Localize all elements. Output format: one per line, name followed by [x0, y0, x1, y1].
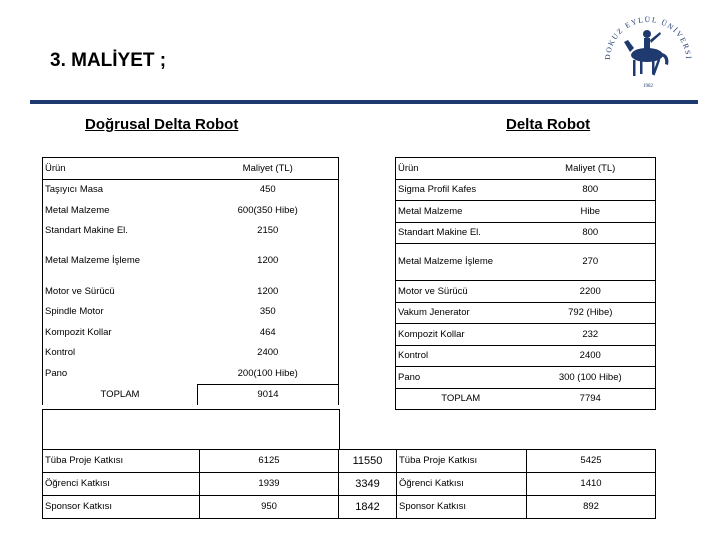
product-cell: Standart Makine El.: [396, 222, 526, 244]
linear-delta-cost-table: [42, 157, 339, 405]
header-cell-cost: Maliyet (TL): [198, 158, 339, 180]
table-row: [43, 241, 339, 281]
cost-cell: 2200: [526, 281, 656, 303]
logo-arc-text: DOKUZ EYLÜL ÜNİVERSİ: [602, 14, 694, 61]
table-row: [43, 179, 339, 200]
funding-total: 1842: [339, 496, 397, 519]
funding-value-right: 892: [527, 496, 656, 519]
total-value: 7794: [526, 388, 656, 410]
table-row: [396, 201, 656, 223]
table-row: [43, 450, 656, 473]
total-label: TOPLAM: [43, 384, 198, 405]
table-row: [43, 363, 339, 384]
table-row: [43, 473, 656, 496]
slide-title: 3. MALİYET ;: [50, 50, 167, 71]
table-row: [43, 322, 339, 343]
cost-cell: 800: [526, 222, 656, 244]
product-cell: Pano: [396, 367, 526, 389]
delta-cost-table: [395, 157, 656, 410]
table-row: [43, 496, 656, 519]
total-row: [396, 388, 656, 410]
table-row: [396, 281, 656, 303]
header-cell-cost: Maliyet (TL): [526, 158, 656, 180]
product-cell: Kompozit Kollar: [43, 322, 198, 343]
product-cell: Taşıyıcı Masa: [43, 179, 198, 200]
right-section-heading: Delta Robot: [506, 116, 591, 133]
cost-cell: 600(350 Hibe): [198, 200, 339, 221]
table-row: [396, 179, 656, 201]
cost-cell: 450: [198, 179, 339, 200]
funding-value-right: 5425: [527, 450, 656, 473]
left-section-heading: Doğrusal Delta Robot: [85, 116, 239, 133]
university-logo: [600, 10, 695, 92]
product-cell: Metal Malzeme İşleme: [43, 241, 198, 281]
funding-value-left: 1939: [200, 473, 339, 496]
cost-cell: 792 (Hibe): [526, 302, 656, 324]
cost-cell: 800: [526, 179, 656, 201]
product-cell: Kontrol: [43, 343, 198, 364]
funding-label-right: Sponsor Katkısı: [397, 496, 527, 519]
horse-rider-icon: [624, 30, 668, 76]
total-value: 9014: [198, 384, 339, 405]
product-cell: Pano: [43, 363, 198, 384]
title-divider: [30, 100, 698, 104]
funding-label-left: Sponsor Katkısı: [43, 496, 200, 519]
cost-cell: 350: [198, 302, 339, 323]
table-row: [396, 222, 656, 244]
product-cell: Motor ve Sürücü: [43, 281, 198, 302]
table-row: [43, 221, 339, 242]
cost-cell: 2400: [526, 345, 656, 367]
funding-value-left: 6125: [200, 450, 339, 473]
total-row: [43, 384, 339, 405]
table-header-row: [396, 158, 656, 180]
total-label: TOPLAM: [396, 388, 526, 410]
funding-value-left: 950: [200, 496, 339, 519]
cost-cell: 2400: [198, 343, 339, 364]
table-row: [396, 345, 656, 367]
table-row: [43, 281, 339, 302]
cost-cell: 270: [526, 244, 656, 281]
cost-cell: 464: [198, 322, 339, 343]
funding-label-left: Tüba Proje Katkısı: [43, 450, 200, 473]
funding-label-right: Öğrenci Katkısı: [397, 473, 527, 496]
header-cell-product: Ürün: [43, 158, 198, 180]
table-row: [43, 200, 339, 221]
product-cell: Vakum Jenerator: [396, 302, 526, 324]
product-cell: Metal Malzeme İşleme: [396, 244, 526, 281]
funding-label-left: Öğrenci Katkısı: [43, 473, 200, 496]
cost-cell: 200(100 Hibe): [198, 363, 339, 384]
table-row: [396, 244, 656, 281]
table-header-row: [43, 158, 339, 180]
product-cell: Kontrol: [396, 345, 526, 367]
table-row: [396, 302, 656, 324]
table-row: [43, 302, 339, 323]
product-cell: Sigma Profil Kafes: [396, 179, 526, 201]
funding-value-right: 1410: [527, 473, 656, 496]
funding-label-right: Tüba Proje Katkısı: [397, 450, 527, 473]
table-row: [396, 324, 656, 346]
cost-cell: 232: [526, 324, 656, 346]
product-cell: Metal Malzeme: [43, 200, 198, 221]
cost-cell: 2150: [198, 221, 339, 242]
cost-cell: Hibe: [526, 201, 656, 223]
header-cell-product: Ürün: [396, 158, 526, 180]
cost-cell: 1200: [198, 281, 339, 302]
product-cell: Metal Malzeme: [396, 201, 526, 223]
product-cell: Motor ve Sürücü: [396, 281, 526, 303]
funding-total: 11550: [339, 450, 397, 473]
cost-cell: 300 (100 Hibe): [526, 367, 656, 389]
blank-spacer-cell: [42, 409, 340, 450]
product-cell: Spindle Motor: [43, 302, 198, 323]
table-row: [396, 367, 656, 389]
product-cell: Kompozit Kollar: [396, 324, 526, 346]
cost-cell: 1200: [198, 241, 339, 281]
funding-table: [42, 449, 656, 519]
funding-total: 3349: [339, 473, 397, 496]
logo-bottom-text: 1982: [643, 84, 653, 89]
table-row: [43, 343, 339, 364]
product-cell: Standart Makine El.: [43, 221, 198, 242]
